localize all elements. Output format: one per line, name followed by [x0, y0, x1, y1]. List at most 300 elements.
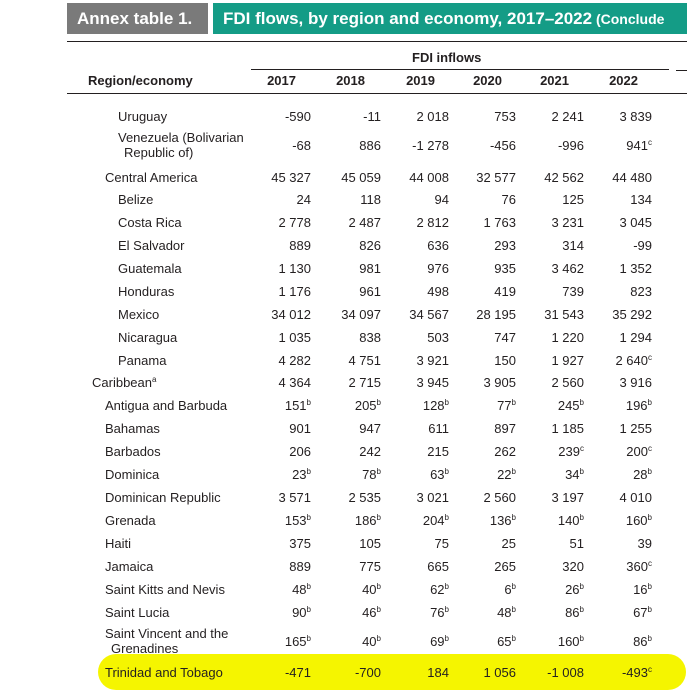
- row-label: [105, 559, 153, 574]
- value-text: 2 778: [278, 215, 311, 230]
- row-label-line: Grenadines: [111, 641, 179, 656]
- row-label-line: Republic of): [124, 145, 194, 160]
- footnote-marker: b: [647, 634, 652, 643]
- value-text: -68: [292, 138, 311, 153]
- value-text: 1 220: [551, 330, 584, 345]
- value-text: -700: [354, 665, 381, 680]
- value-cell-2017: [251, 215, 311, 230]
- value-text: 128: [422, 398, 445, 413]
- value-cell-2021: [524, 138, 584, 153]
- value-text: 1 294: [619, 330, 652, 345]
- value-cell-2017: [251, 307, 311, 322]
- footnote-marker: b: [511, 398, 516, 407]
- value-text: -471: [284, 665, 311, 680]
- value-text: 62: [430, 582, 445, 597]
- value-cell-2022: [592, 192, 652, 207]
- value-text: 134: [630, 192, 652, 207]
- footnote-marker: c: [580, 444, 584, 453]
- value-text: 34 567: [409, 307, 449, 322]
- table-row: [0, 330, 687, 353]
- value-cell-2020: [456, 467, 516, 482]
- table-row: [0, 192, 687, 215]
- row-label-text: El Salvador: [118, 238, 185, 253]
- year-header-2018: 2018: [336, 73, 365, 88]
- value-text: 293: [494, 238, 516, 253]
- footnote-marker: c: [648, 559, 652, 568]
- value-cell-2022: [592, 353, 652, 368]
- value-cell-2020: [456, 238, 516, 253]
- value-cell-2020: [456, 192, 516, 207]
- value-text: 51: [569, 536, 584, 551]
- year-header-2022: 2022: [609, 73, 638, 88]
- value-cell-2022: [592, 536, 652, 551]
- value-cell-2018: [321, 375, 381, 390]
- value-cell-2019: [389, 444, 449, 459]
- group-header-fdi-inflows: FDI inflows: [412, 50, 482, 65]
- value-cell-2021: [524, 170, 584, 185]
- value-cell-2019: [389, 238, 449, 253]
- value-cell-2022: [592, 109, 652, 124]
- value-cell-2019: [389, 665, 449, 680]
- table-row: [0, 170, 687, 193]
- footnote-marker: b: [647, 513, 652, 522]
- table-row: [0, 559, 687, 582]
- value-cell-2017: [251, 170, 311, 185]
- table-row: [0, 130, 687, 162]
- value-text: 28 195: [476, 307, 516, 322]
- table-row: [0, 513, 687, 536]
- footnote-marker: b: [647, 605, 652, 614]
- footnote-marker: b: [376, 513, 381, 522]
- value-text: -11: [363, 109, 381, 124]
- value-cell-2017: [251, 330, 311, 345]
- value-cell-2017: [251, 109, 311, 124]
- value-text: 3 021: [416, 490, 449, 505]
- value-text: 140: [557, 513, 580, 528]
- value-cell-2022: [592, 215, 652, 230]
- value-text: 136: [489, 513, 512, 528]
- value-cell-2019: [389, 261, 449, 276]
- row-label-text: Jamaica: [105, 559, 154, 574]
- value-text: 35 292: [612, 307, 652, 322]
- value-cell-2019: [389, 582, 449, 597]
- footnote-marker: b: [511, 467, 516, 476]
- row-label-text: Uruguay: [118, 109, 168, 124]
- value-cell-2021: [524, 215, 584, 230]
- table-row: [0, 284, 687, 307]
- table-row: [0, 665, 687, 688]
- group-header-rule: [251, 69, 669, 70]
- row-label-text: Belize: [118, 192, 154, 207]
- table-row: [0, 109, 687, 132]
- value-cell-2018: [321, 634, 381, 649]
- footnote-marker: b: [511, 513, 516, 522]
- value-text: -493: [621, 665, 648, 680]
- value-text: 739: [562, 284, 584, 299]
- value-text: 4 010: [619, 490, 652, 505]
- footnote-marker: b: [444, 398, 449, 407]
- value-cell-2018: [321, 307, 381, 322]
- row-label: [105, 170, 197, 185]
- row-label: [105, 605, 169, 620]
- value-cell-2019: [389, 490, 449, 505]
- value-text: 360: [626, 559, 648, 574]
- value-cell-2017: [251, 375, 311, 390]
- row-label: [118, 284, 174, 299]
- table-row: [0, 375, 687, 398]
- row-label: [118, 330, 177, 345]
- annex-table-label: Annex table 1.: [67, 3, 208, 34]
- value-text: 165: [284, 634, 307, 649]
- value-text: 65: [497, 634, 512, 649]
- value-text: 40: [362, 582, 377, 597]
- value-cell-2020: [456, 170, 516, 185]
- value-cell-2018: [321, 138, 381, 153]
- value-cell-2021: [524, 284, 584, 299]
- row-label-text: Costa Rica: [118, 215, 182, 230]
- value-cell-2022: [592, 513, 652, 528]
- value-cell-2019: [389, 138, 449, 153]
- value-cell-2020: [456, 605, 516, 620]
- row-label-text: Honduras: [118, 284, 175, 299]
- value-text: 160: [625, 513, 648, 528]
- value-cell-2021: [524, 375, 584, 390]
- row-label-text: Guatemala: [118, 261, 182, 276]
- value-text: 1 056: [483, 665, 516, 680]
- value-cell-2017: [251, 398, 311, 413]
- value-text: 44 008: [409, 170, 449, 185]
- value-cell-2020: [456, 421, 516, 436]
- value-text: 16: [633, 582, 648, 597]
- value-cell-2019: [389, 353, 449, 368]
- value-cell-2017: [251, 559, 311, 574]
- value-text: 2 560: [483, 490, 516, 505]
- row-label-text: Antigua and Barbuda: [105, 398, 228, 413]
- footnote-marker: c: [648, 138, 652, 147]
- value-text: 981: [359, 261, 381, 276]
- value-cell-2020: [456, 307, 516, 322]
- value-cell-2022: [592, 307, 652, 322]
- row-label-line: Venezuela (Bolivarian: [118, 130, 244, 145]
- value-cell-2021: [524, 421, 584, 436]
- footnote-marker: a: [152, 375, 157, 384]
- value-cell-2021: [524, 444, 584, 459]
- value-text: 2 535: [348, 490, 381, 505]
- value-cell-2020: [456, 634, 516, 649]
- value-text: 242: [359, 444, 381, 459]
- value-cell-2019: [389, 109, 449, 124]
- row-label-line: Saint Vincent and the: [105, 626, 229, 641]
- value-cell-2021: [524, 665, 584, 680]
- footnote-marker: b: [376, 605, 381, 614]
- value-cell-2021: [524, 582, 584, 597]
- value-cell-2019: [389, 421, 449, 436]
- value-text: 886: [359, 138, 381, 153]
- value-text: 94: [434, 192, 449, 207]
- value-text: 976: [427, 261, 449, 276]
- row-label-text: Barbados: [105, 444, 161, 459]
- table-row: [0, 261, 687, 284]
- value-text: 823: [630, 284, 652, 299]
- value-cell-2018: [321, 421, 381, 436]
- value-cell-2017: [251, 353, 311, 368]
- value-text: 67: [633, 605, 648, 620]
- value-cell-2021: [524, 353, 584, 368]
- value-text: 23: [292, 467, 307, 482]
- row-label-text: Bahamas: [105, 421, 160, 436]
- value-text: 6: [504, 582, 512, 597]
- value-text: 151: [284, 398, 307, 413]
- value-text: 889: [289, 238, 311, 253]
- value-cell-2017: [251, 421, 311, 436]
- value-text: 4 751: [348, 353, 381, 368]
- value-cell-2020: [456, 109, 516, 124]
- value-text: 78: [362, 467, 377, 482]
- value-cell-2022: [592, 467, 652, 482]
- footnote-marker: c: [648, 665, 652, 674]
- value-cell-2019: [389, 559, 449, 574]
- value-cell-2018: [321, 665, 381, 680]
- value-cell-2020: [456, 353, 516, 368]
- table-row: [0, 353, 687, 376]
- value-cell-2022: [592, 490, 652, 505]
- row-label: [105, 467, 159, 482]
- value-text: 1 130: [278, 261, 311, 276]
- row-label: [92, 375, 156, 390]
- value-text: 3 945: [416, 375, 449, 390]
- value-cell-2017: [251, 138, 311, 153]
- value-cell-2018: [321, 559, 381, 574]
- value-cell-2022: [592, 284, 652, 299]
- value-cell-2021: [524, 238, 584, 253]
- value-cell-2020: [456, 284, 516, 299]
- value-cell-2022: [592, 261, 652, 276]
- value-text: 314: [562, 238, 584, 253]
- value-cell-2018: [321, 605, 381, 620]
- value-cell-2017: [251, 665, 311, 680]
- footnote-marker: b: [579, 467, 584, 476]
- table-row: [0, 582, 687, 605]
- value-text: 186: [354, 513, 377, 528]
- value-text: 86: [633, 634, 648, 649]
- year-header-2017: 2017: [267, 73, 296, 88]
- row-label-text: Nicaragua: [118, 330, 178, 345]
- footnote-marker: b: [444, 634, 449, 643]
- value-text: 34: [565, 467, 580, 482]
- value-text: 77: [497, 398, 512, 413]
- value-cell-2020: [456, 665, 516, 680]
- value-cell-2017: [251, 238, 311, 253]
- value-cell-2021: [524, 398, 584, 413]
- value-text: 775: [359, 559, 381, 574]
- value-cell-2017: [251, 490, 311, 505]
- value-text: 200: [626, 444, 648, 459]
- value-cell-2018: [321, 192, 381, 207]
- value-text: 3 571: [278, 490, 311, 505]
- value-text: 46: [362, 605, 377, 620]
- value-text: 69: [430, 634, 445, 649]
- header-continuation-rule: [676, 70, 687, 71]
- value-text: 375: [289, 536, 311, 551]
- value-text: 76: [430, 605, 445, 620]
- value-text: 205: [354, 398, 377, 413]
- value-cell-2019: [389, 375, 449, 390]
- value-cell-2019: [389, 170, 449, 185]
- value-cell-2018: [321, 490, 381, 505]
- value-text: 320: [562, 559, 584, 574]
- value-cell-2019: [389, 605, 449, 620]
- value-text: 153: [284, 513, 307, 528]
- row-label-text: Dominican Republic: [105, 490, 221, 505]
- value-cell-2019: [389, 467, 449, 482]
- footnote-marker: b: [306, 398, 311, 407]
- footnote-marker: c: [648, 353, 652, 362]
- year-header-2020: 2020: [473, 73, 502, 88]
- value-text: 265: [494, 559, 516, 574]
- value-text: 665: [427, 559, 449, 574]
- value-text: 498: [427, 284, 449, 299]
- value-cell-2018: [321, 353, 381, 368]
- row-label-text: Haiti: [105, 536, 132, 551]
- value-cell-2022: [592, 330, 652, 345]
- value-text: -1 278: [412, 138, 449, 153]
- value-cell-2022: [592, 634, 652, 649]
- table-row: [0, 444, 687, 467]
- value-text: 3 921: [416, 353, 449, 368]
- value-cell-2018: [321, 513, 381, 528]
- value-cell-2021: [524, 261, 584, 276]
- value-text: 86: [565, 605, 580, 620]
- value-cell-2020: [456, 582, 516, 597]
- value-text: 3 905: [483, 375, 516, 390]
- row-label: [105, 398, 227, 413]
- table-row: [0, 467, 687, 490]
- row-label-text: Central America: [105, 170, 198, 185]
- row-label: [105, 513, 156, 528]
- footnote-marker: b: [579, 398, 584, 407]
- value-cell-2019: [389, 398, 449, 413]
- row-label: [118, 215, 182, 230]
- value-cell-2018: [321, 238, 381, 253]
- footnote-marker: b: [579, 513, 584, 522]
- footnote-marker: b: [444, 582, 449, 591]
- row-label-text: Saint Lucia: [105, 605, 170, 620]
- value-text: 941: [626, 138, 648, 153]
- value-text: 24: [296, 192, 311, 207]
- value-cell-2018: [321, 330, 381, 345]
- value-cell-2019: [389, 330, 449, 345]
- value-text: -590: [284, 109, 311, 124]
- value-cell-2020: [456, 536, 516, 551]
- table-title-main: FDI flows, by region and economy, 2017–2022: [223, 9, 593, 28]
- value-text: 3 916: [619, 375, 652, 390]
- value-text: 34 012: [271, 307, 311, 322]
- value-cell-2017: [251, 513, 311, 528]
- value-text: 22: [497, 467, 512, 482]
- value-cell-2021: [524, 330, 584, 345]
- row-label: [118, 238, 184, 253]
- table-row: [0, 605, 687, 628]
- row-label-text: Panama: [118, 353, 167, 368]
- value-text: 25: [501, 536, 516, 551]
- value-text: 3 231: [551, 215, 584, 230]
- value-cell-2018: [321, 261, 381, 276]
- value-text: 150: [494, 353, 516, 368]
- value-text: 32 577: [476, 170, 516, 185]
- row-label-text: Mexico: [118, 307, 160, 322]
- value-cell-2022: [592, 238, 652, 253]
- value-text: 45 059: [341, 170, 381, 185]
- footnote-marker: b: [306, 605, 311, 614]
- value-text: 28: [633, 467, 648, 482]
- value-cell-2018: [321, 444, 381, 459]
- value-text: 3 462: [551, 261, 584, 276]
- footnote-marker: b: [579, 582, 584, 591]
- value-text: 63: [430, 467, 445, 482]
- value-cell-2018: [321, 582, 381, 597]
- value-cell-2019: [389, 513, 449, 528]
- value-cell-2019: [389, 634, 449, 649]
- value-cell-2021: [524, 467, 584, 482]
- value-cell-2017: [251, 192, 311, 207]
- value-text: 239: [558, 444, 580, 459]
- value-text: 947: [359, 421, 381, 436]
- row-label-text: Grenada: [105, 513, 156, 528]
- value-cell-2020: [456, 330, 516, 345]
- value-text: 245: [557, 398, 580, 413]
- footnote-marker: b: [306, 513, 311, 522]
- footnote-marker: b: [647, 582, 652, 591]
- value-cell-2017: [251, 444, 311, 459]
- value-text: 44 480: [612, 170, 652, 185]
- value-cell-2020: [456, 261, 516, 276]
- value-cell-2020: [456, 513, 516, 528]
- value-text: 3 839: [619, 109, 652, 124]
- table-row: [0, 307, 687, 330]
- value-cell-2018: [321, 215, 381, 230]
- value-text: 935: [494, 261, 516, 276]
- value-cell-2020: [456, 559, 516, 574]
- value-text: 48: [497, 605, 512, 620]
- value-text: 105: [359, 536, 381, 551]
- value-cell-2019: [389, 536, 449, 551]
- value-cell-2018: [321, 536, 381, 551]
- value-text: 48: [292, 582, 307, 597]
- value-text: 42 562: [544, 170, 584, 185]
- value-text: 3 197: [551, 490, 584, 505]
- footnote-marker: b: [306, 634, 311, 643]
- value-cell-2018: [321, 109, 381, 124]
- value-text: 3 045: [619, 215, 652, 230]
- value-text: 747: [494, 330, 516, 345]
- value-cell-2018: [321, 284, 381, 299]
- value-cell-2017: [251, 467, 311, 482]
- value-text: 2 487: [348, 215, 381, 230]
- value-cell-2017: [251, 536, 311, 551]
- footnote-marker: b: [511, 634, 516, 643]
- row-label: [105, 490, 221, 505]
- value-text: 184: [427, 665, 449, 680]
- footnote-marker: b: [376, 634, 381, 643]
- value-text: 636: [427, 238, 449, 253]
- table-row: [0, 215, 687, 238]
- row-label: [105, 665, 223, 680]
- value-text: 1 176: [278, 284, 311, 299]
- value-cell-2021: [524, 634, 584, 649]
- table-row: [0, 421, 687, 444]
- value-text: -996: [557, 138, 584, 153]
- value-cell-2018: [321, 398, 381, 413]
